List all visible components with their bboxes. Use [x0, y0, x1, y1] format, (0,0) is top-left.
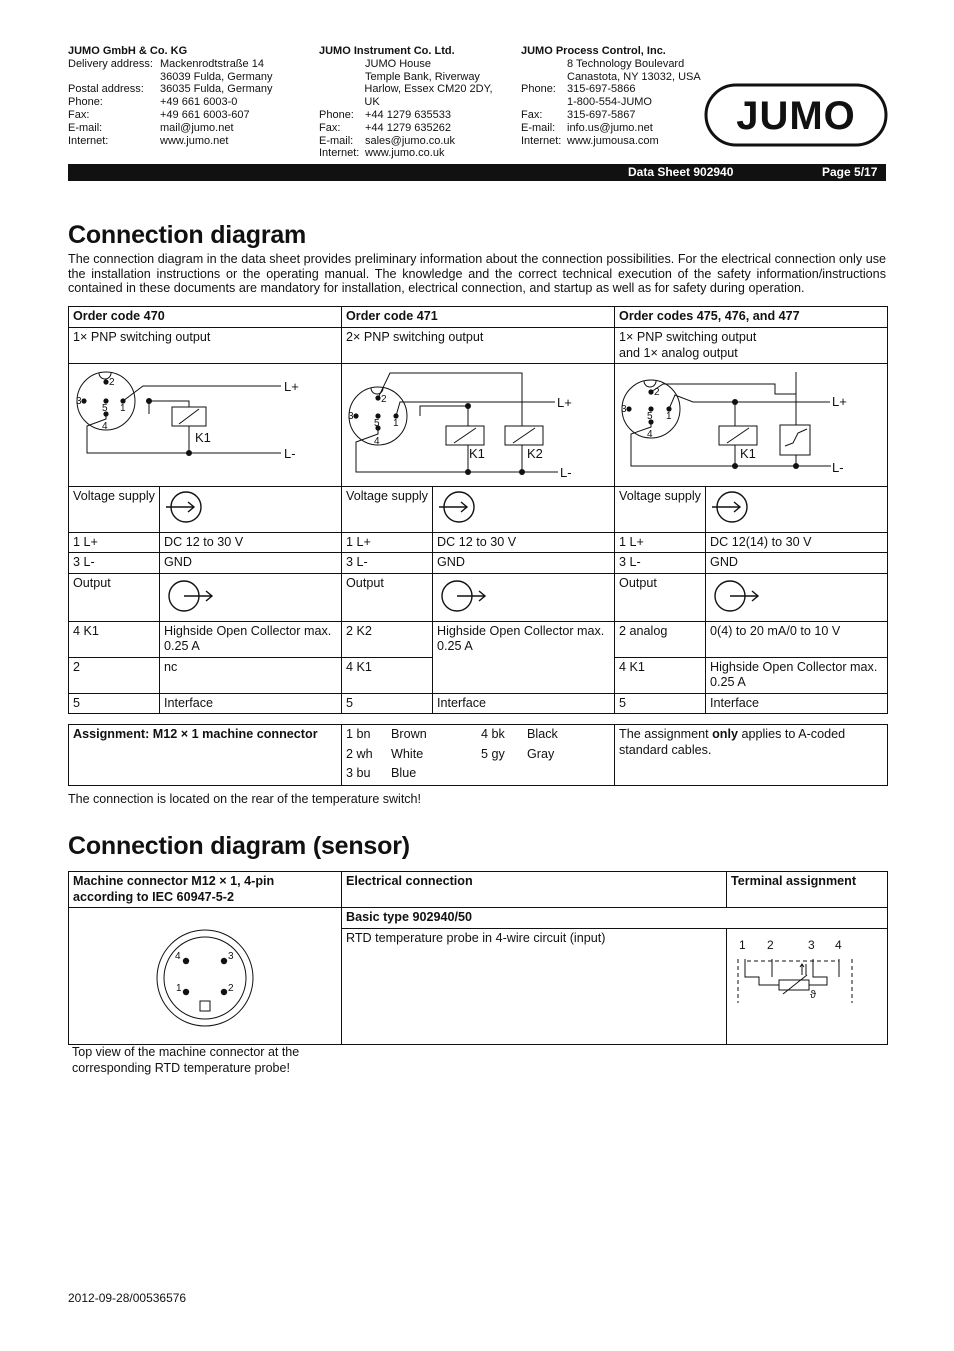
wire-code: 3 bu	[346, 766, 371, 780]
rear-connection-footnote: The connection is located on the rear of the temperature switch!	[68, 792, 421, 806]
row-a-value: Highside Open Collector max. 0.25 A	[160, 621, 342, 657]
relay-k2-label: K2	[527, 446, 543, 461]
address-value: Harlow, Essex CM20 2DY, UK	[364, 83, 493, 109]
address-line	[521, 122, 701, 135]
address-key: Delivery address:	[68, 57, 153, 70]
address-key: Internet:	[319, 147, 360, 160]
wire-color: Gray	[527, 746, 555, 761]
input-arrow-icon	[164, 489, 224, 525]
pin-label: 4	[102, 421, 108, 432]
address-key	[521, 58, 567, 71]
header-bar	[68, 164, 886, 181]
address-line	[319, 122, 509, 135]
lplus-label: L+	[832, 394, 847, 409]
pin-row-c: 5	[342, 693, 433, 714]
address-line	[521, 109, 701, 122]
pin-label: 2	[228, 983, 234, 994]
pin-lminus: 3 L-	[615, 553, 706, 574]
description-line: and 1× analog output	[619, 345, 738, 360]
wiring-diagram-470	[69, 364, 342, 487]
pin-label: 1	[120, 403, 126, 414]
address-line	[319, 147, 509, 160]
row-c-value: Interface	[706, 693, 888, 714]
wire-code: 1 bn	[346, 727, 371, 741]
intro-paragraph: The connection diagram in the data sheet provides preliminary information about the connection possibilities. For the electrical connection only use the installation instructions or the operating manual. The knowledge and the correct technical execution of the safety information/instructions contained in these documents are mandatory for installation, electrical connection, and startup as well as for safety during operation.	[68, 252, 886, 296]
note-text: applies to A-coded standard cables.	[619, 727, 846, 757]
pin-label: 5	[647, 411, 653, 422]
address-value: Canastota, NY 13032, USA	[567, 70, 701, 83]
output-label: Output	[69, 573, 160, 621]
address-line	[68, 109, 298, 122]
output-label: Output	[342, 573, 433, 621]
address-key: Fax:	[521, 108, 543, 121]
address-key: E-mail:	[319, 134, 354, 147]
output-arrow-icon	[437, 576, 497, 612]
address-key	[319, 71, 365, 84]
row-c-value: Interface	[160, 693, 342, 714]
connection-table	[68, 306, 888, 714]
description-475-477	[615, 328, 888, 364]
address-line	[68, 58, 298, 71]
address-value: 1-800-554-JUMO	[567, 96, 652, 109]
logo-text: JUMO	[736, 94, 856, 138]
connector-top-view	[69, 908, 342, 1045]
address-line	[521, 58, 701, 71]
lminus-value: GND	[433, 553, 615, 574]
wire-code: 4 bk	[481, 727, 505, 741]
address-value: +49 661 6003-607	[160, 108, 250, 121]
address-value: sales@jumo.co.uk	[365, 134, 456, 147]
connector-caption: Top view of the machine connector at the corresponding RTD temperature probe!	[72, 1045, 300, 1075]
electrical-connection-header: Electrical connection	[342, 872, 727, 908]
address-value: 36035 Fulda, Germany	[160, 83, 273, 96]
output-arrow-icon	[164, 576, 224, 612]
address-value: Mackenrodtstraße 14	[160, 57, 264, 70]
address-line	[521, 83, 701, 96]
note-text: The assignment	[619, 727, 709, 741]
company-name: JUMO Process Control, Inc.	[521, 45, 666, 57]
address-key	[319, 83, 364, 109]
address-line	[319, 58, 509, 71]
address-key	[68, 71, 160, 84]
lplus-value: DC 12(14) to 30 V	[706, 532, 888, 553]
pin-label: 4	[374, 436, 380, 447]
rtd-4wire-icon	[727, 929, 887, 1044]
pin-label: 2	[654, 387, 660, 398]
assignment-table	[68, 724, 888, 786]
wire-color: Blue	[391, 766, 417, 780]
address-key: Phone:	[521, 83, 556, 96]
address-value: 36039 Fulda, Germany	[160, 70, 273, 83]
address-value: JUMO House	[365, 57, 432, 70]
order-code-470: Order code 470	[69, 307, 342, 328]
lplus-value: DC 12 to 30 V	[433, 532, 615, 553]
pin-row-a: 4 K1	[69, 621, 160, 657]
address-line	[68, 71, 298, 84]
machine-connector-header: Machine connector M12 × 1, 4-pin according to IEC 60947-5-2	[69, 872, 342, 908]
basic-type-header: Basic type 902940/50	[342, 908, 888, 929]
company-address-usa	[521, 45, 701, 147]
output-symbol	[706, 573, 888, 621]
company-name: JUMO GmbH & Co. KG	[68, 45, 188, 57]
lminus-value: GND	[160, 553, 342, 574]
address-line	[319, 109, 509, 122]
company-address-germany	[68, 45, 298, 147]
address-key: Fax:	[319, 121, 341, 134]
terminal-label: 1	[739, 937, 746, 952]
address-value: +49 661 6003-0	[160, 96, 238, 109]
pin-row-b: 4 K1	[615, 657, 706, 693]
output-symbol	[433, 573, 615, 621]
address-value: www.jumo.net	[160, 134, 229, 147]
lminus-label: L-	[560, 465, 572, 480]
datasheet-number: Data Sheet 902940	[628, 165, 734, 179]
row-a-value: Highside Open Collector max. 0.25 A	[433, 621, 615, 693]
address-line	[68, 96, 298, 109]
pin-row-a: 2 K2	[342, 621, 433, 657]
address-value: info.us@jumo.net	[567, 121, 653, 134]
output-symbol	[160, 573, 342, 621]
pin-lplus: 1 L+	[342, 532, 433, 553]
address-key	[521, 96, 567, 109]
assignment-label: Assignment: M12 × 1 machine connector	[69, 725, 342, 786]
address-key: E-mail:	[68, 121, 103, 134]
terminal-assignment-header: Terminal assignment	[727, 872, 888, 908]
theta-symbol: ϑ	[810, 988, 817, 1001]
voltage-input-symbol	[433, 487, 615, 533]
output-label: Output	[615, 573, 706, 621]
pin-row-c: 5	[69, 693, 160, 714]
pin-row-b: 4 K1	[342, 657, 433, 693]
relay-k1-label: K1	[469, 446, 485, 461]
output-arrow-icon	[710, 576, 770, 612]
jumo-logo	[704, 83, 888, 147]
address-value: www.jumousa.com	[567, 134, 659, 147]
address-line	[319, 135, 509, 148]
pin-row-c: 5	[615, 693, 706, 714]
wire-code: 5 gy	[481, 746, 505, 761]
pin-lplus: 1 L+	[69, 532, 160, 553]
wire-colors	[342, 725, 615, 786]
address-key	[521, 71, 567, 84]
pin-lminus: 3 L-	[69, 553, 160, 574]
lminus-value: GND	[706, 553, 888, 574]
address-line	[68, 83, 298, 96]
terminal-label: 3	[808, 937, 815, 952]
document-id: 2012-09-28/00536576	[68, 1291, 187, 1305]
terminal-label: 4	[835, 937, 842, 952]
pin-label: 4	[175, 951, 181, 962]
address-key: Internet:	[68, 134, 109, 147]
address-key: Postal address:	[68, 83, 144, 96]
row-b-value: nc	[160, 657, 342, 693]
relay-k1-label: K1	[740, 446, 756, 461]
address-line	[68, 122, 298, 135]
address-line	[68, 135, 298, 148]
pin-label: 1	[176, 983, 182, 994]
pin-label: 3	[348, 411, 354, 422]
wire-color: Black	[527, 727, 558, 741]
address-key: Internet:	[521, 134, 562, 147]
address-key	[319, 58, 365, 71]
address-key: Phone:	[68, 96, 103, 109]
address-key: Fax:	[68, 108, 90, 121]
pin-label: 3	[621, 404, 627, 415]
address-value: www.jumo.co.uk	[365, 147, 445, 160]
wiring-diagram-471	[342, 364, 615, 487]
note-emphasis: only	[712, 727, 738, 741]
pin-lplus: 1 L+	[615, 532, 706, 553]
row-a-value: 0(4) to 20 mA/0 to 10 V	[706, 621, 888, 657]
wire-color: White	[391, 746, 424, 761]
section-title-connection-diagram: Connection diagram	[68, 221, 307, 249]
description-471: 2× PNP switching output	[342, 328, 615, 364]
lminus-label: L-	[284, 446, 296, 461]
pin-label: 3	[76, 396, 82, 407]
pin-row-a: 2 analog	[615, 621, 706, 657]
sensor-table	[68, 871, 888, 1045]
address-value: +44 1279 635533	[365, 108, 451, 121]
address-line	[521, 96, 701, 109]
pin-label: 1	[393, 418, 399, 429]
address-value: 315-697-5867	[567, 108, 636, 121]
lminus-label: L-	[832, 460, 844, 475]
voltage-supply-label: Voltage supply	[615, 487, 706, 533]
address-value: Temple Bank, Riverway	[365, 70, 480, 83]
address-key: Phone:	[319, 108, 354, 121]
input-arrow-icon	[710, 489, 770, 525]
pin-label: 2	[381, 394, 387, 405]
pin-label: 1	[666, 411, 672, 422]
page-number: Page 5/17	[822, 165, 878, 179]
address-value: +44 1279 635262	[365, 121, 451, 134]
wiring-diagram-475-477	[615, 364, 888, 487]
address-value: 315-697-5866	[567, 83, 636, 96]
company-name: JUMO Instrument Co. Ltd.	[319, 45, 455, 57]
row-c-value: Interface	[433, 693, 615, 714]
pin-label: 5	[102, 403, 108, 414]
address-line	[319, 83, 509, 109]
row-b-value: Highside Open Collector max. 0.25 A	[706, 657, 888, 693]
description-470: 1× PNP switching output	[69, 328, 342, 364]
pin-label: 3	[228, 951, 234, 962]
pin-label: 2	[109, 377, 115, 388]
lplus-value: DC 12 to 30 V	[160, 532, 342, 553]
voltage-supply-label: Voltage supply	[69, 487, 160, 533]
address-value: mail@jumo.net	[160, 121, 234, 134]
address-line	[521, 71, 701, 84]
address-value: 8 Technology Boulevard	[567, 57, 685, 70]
assignment-note	[615, 725, 888, 786]
order-code-471: Order code 471	[342, 307, 615, 328]
section-title-sensor: Connection diagram (sensor)	[68, 832, 410, 860]
voltage-supply-label: Voltage supply	[342, 487, 433, 533]
description-line: 1× PNP switching output	[619, 330, 757, 344]
wire-color: Brown	[391, 727, 427, 741]
pin-label: 5	[374, 418, 380, 429]
lplus-label: L+	[557, 395, 572, 410]
pin-row-b: 2	[69, 657, 160, 693]
pin-lminus: 3 L-	[342, 553, 433, 574]
rtd-description: RTD temperature probe in 4-wire circuit (input)	[342, 928, 727, 1044]
terminal-diagram	[727, 928, 888, 1044]
m12-connector-icon	[69, 908, 341, 1043]
lplus-label: L+	[284, 379, 299, 394]
order-code-475-477: Order codes 475, 476, and 477	[615, 307, 888, 328]
voltage-input-symbol	[160, 487, 342, 533]
pin-label: 4	[647, 429, 653, 440]
wire-code: 2 wh	[346, 746, 373, 761]
address-line	[319, 71, 509, 84]
address-line	[521, 135, 701, 148]
address-key: E-mail:	[521, 121, 556, 134]
voltage-input-symbol	[706, 487, 888, 533]
terminal-label: 2	[767, 937, 774, 952]
input-arrow-icon	[437, 489, 497, 525]
company-address-uk	[319, 45, 509, 160]
relay-k1-label: K1	[195, 430, 211, 445]
